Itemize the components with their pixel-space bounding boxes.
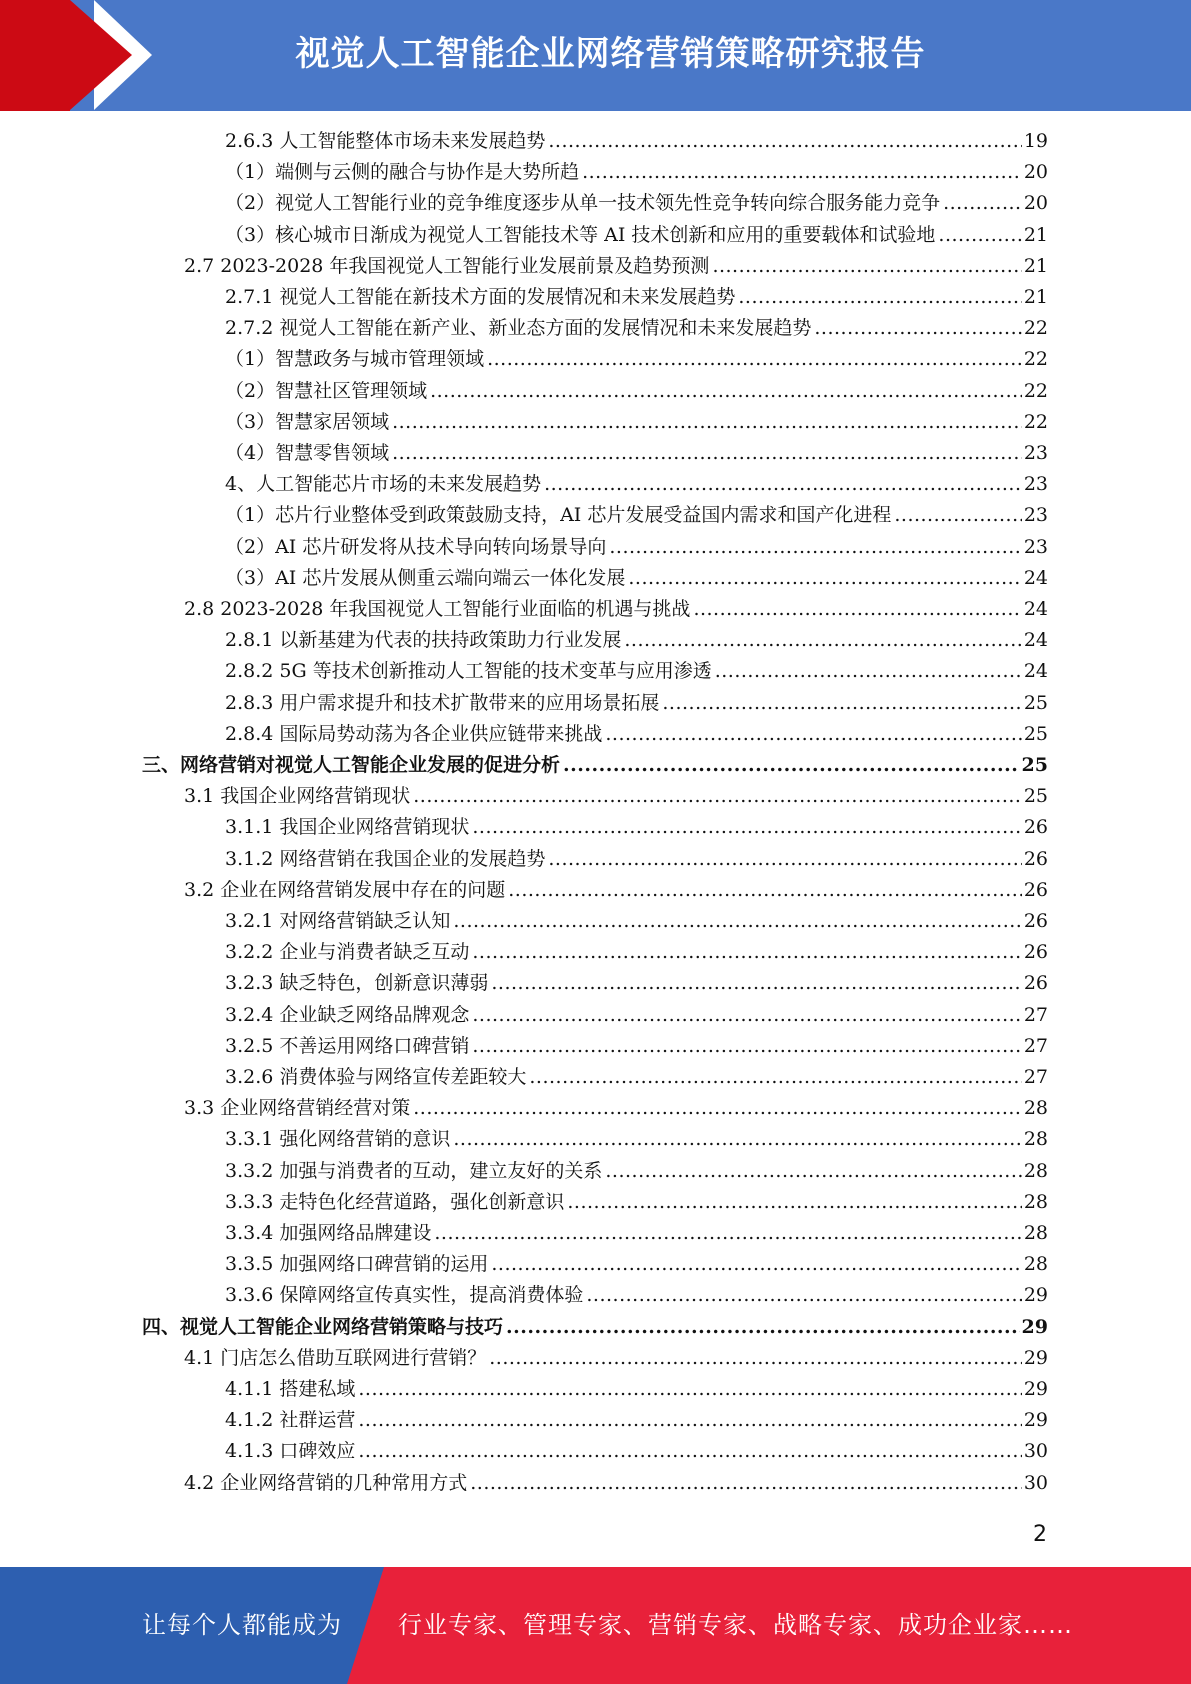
- toc-entry[interactable]: [225, 625, 1048, 656]
- toc-entry[interactable]: [225, 719, 1048, 750]
- toc-entry[interactable]: [225, 1062, 1048, 1093]
- toc-entry[interactable]: [225, 1374, 1048, 1405]
- toc-dot-leader: [894, 500, 1021, 531]
- toc-entry-title: 2.8.1 以新基建为代表的扶持政策助力行业发展: [225, 629, 622, 652]
- toc-entry-title: 4.1.3 口碑效应: [225, 1440, 356, 1463]
- toc-entry[interactable]: [225, 1249, 1048, 1280]
- toc-entry-page: 26: [1023, 910, 1048, 932]
- toc-dot-leader: [605, 1156, 1021, 1187]
- toc-entry[interactable]: [184, 594, 1048, 625]
- toc-entry-title: （3）智慧家居领域: [225, 410, 390, 433]
- toc-entry-title: （1）智慧政务与城市管理领域: [225, 348, 485, 371]
- toc-entry-page: 20: [1023, 192, 1048, 215]
- toc-entry[interactable]: [225, 1187, 1048, 1218]
- toc-entry-page: 28: [1023, 1253, 1048, 1276]
- toc-entry-title: 3.3.2 加强与消费者的互动，建立友好的关系: [225, 1159, 603, 1182]
- toc-entry-title: 3.2 企业在网络营销发展中存在的问题: [184, 878, 506, 901]
- toc-dot-leader: [491, 968, 1021, 999]
- toc-dot-leader: [693, 594, 1021, 625]
- toc-entry-page: 28: [1023, 1190, 1048, 1213]
- toc-entry-title: 3.2.1 对网络营销缺乏认知: [225, 910, 451, 932]
- toc-dot-leader: [491, 1249, 1021, 1280]
- toc-dot-leader: [567, 1187, 1021, 1218]
- toc-dot-leader: [392, 407, 1022, 438]
- toc-dot-leader: [548, 844, 1021, 875]
- toc-dot-leader: [453, 906, 1021, 937]
- toc-entry-page: 23: [1023, 473, 1048, 496]
- toc-dot-leader: [586, 1280, 1021, 1311]
- toc-entry-title: （2）视觉人工智能行业的竞争维度逐步从单一技术领先性竞争转向综合服务能力竞争: [225, 192, 941, 215]
- toc-entry-page: 24: [1023, 566, 1048, 589]
- toc-entry[interactable]: [225, 157, 1048, 188]
- toc-entry[interactable]: [225, 407, 1048, 438]
- toc-dot-leader: [715, 656, 1022, 687]
- toc-entry-title: 2.8.3 用户需求提升和技术扩散带来的应用场景拓展: [225, 691, 660, 714]
- toc-entry[interactable]: [225, 500, 1048, 531]
- toc-entry[interactable]: [225, 563, 1048, 594]
- toc-dot-leader: [472, 1031, 1021, 1062]
- header-arrow-red: [70, 0, 132, 110]
- toc-entry-page: 29: [1021, 1315, 1048, 1338]
- toc-dot-leader: [609, 532, 1021, 563]
- toc-entry-page: 26: [1023, 972, 1048, 995]
- toc-entry[interactable]: [184, 875, 1048, 906]
- page-header: [0, 0, 1191, 111]
- toc-dot-leader: [392, 438, 1022, 469]
- toc-entry-page: 24: [1023, 660, 1048, 683]
- toc-entry-title: 4、人工智能芯片市场的未来发展趋势: [225, 473, 542, 496]
- toc-entry[interactable]: [225, 438, 1048, 469]
- toc-entry-title: 3.2.3 缺乏特色，创新意识薄弱: [225, 972, 489, 995]
- toc-dot-leader: [548, 126, 1021, 157]
- toc-entry[interactable]: [184, 251, 1048, 282]
- toc-dot-leader: [712, 251, 1021, 282]
- toc-entry-title: 3.2.6 消费体验与网络宣传差距较大: [225, 1066, 527, 1088]
- toc-entry-title: 2.7.1 视觉人工智能在新技术方面的发展情况和未来发展趋势: [225, 286, 736, 308]
- toc-entry[interactable]: [225, 126, 1048, 157]
- toc-entry-page: 30: [1023, 1440, 1048, 1463]
- toc-entry-title: 4.2 企业网络营销的几种常用方式: [184, 1471, 468, 1494]
- toc-entry[interactable]: [225, 937, 1048, 968]
- toc-entry-page: 30: [1023, 1471, 1048, 1494]
- toc-entry-title: 3.2.2 企业与消费者缺乏互动: [225, 941, 470, 964]
- toc-entry[interactable]: [225, 313, 1048, 344]
- toc-entry-page: 29: [1023, 1409, 1048, 1432]
- toc-entry-page: 22: [1023, 317, 1048, 340]
- toc-entry-page: 24: [1023, 629, 1048, 652]
- toc-dot-leader: [470, 1468, 1022, 1499]
- toc-entry-page: 29: [1023, 1284, 1048, 1307]
- toc-dot-leader: [624, 625, 1021, 656]
- toc-entry-page: 25: [1023, 722, 1048, 745]
- toc-dot-leader: [430, 376, 1022, 407]
- toc-entry[interactable]: [225, 376, 1048, 407]
- toc-dot-leader: [358, 1405, 1021, 1436]
- toc-entry[interactable]: [225, 1218, 1048, 1249]
- toc-entry-title: （3）AI 芯片发展从侧重云端向端云一体化发展: [225, 566, 626, 589]
- toc-entry-page: 23: [1023, 442, 1048, 464]
- toc-entry-page: 29: [1023, 1378, 1048, 1400]
- toc-entry-title: 4.1 门店怎么借助互联网进行营销？: [184, 1346, 487, 1369]
- toc-entry-page: 24: [1023, 598, 1048, 620]
- toc-entry[interactable]: [225, 532, 1048, 563]
- toc-entry-title: 2.6.3 人工智能整体市场未来发展趋势: [225, 130, 546, 152]
- toc-entry-page: 28: [1023, 1222, 1048, 1244]
- toc-entry-title: （2）智慧社区管理领域: [225, 379, 428, 402]
- toc-entry-title: 3.2.4 企业缺乏网络品牌观念: [225, 1003, 470, 1026]
- toc-entry-page: 26: [1023, 878, 1048, 901]
- toc-entry[interactable]: [225, 688, 1048, 719]
- toc-entry-page: 23: [1023, 504, 1048, 527]
- toc-entry[interactable]: [225, 656, 1048, 687]
- toc-dot-leader: [605, 719, 1021, 750]
- toc-entry-title: 3.1.2 网络营销在我国企业的发展趋势: [225, 847, 546, 870]
- toc-entry[interactable]: [225, 1000, 1048, 1031]
- toc-entry-title: 3.3.1 强化网络营销的意识: [225, 1128, 451, 1151]
- toc-entry[interactable]: [225, 469, 1048, 500]
- toc-entry[interactable]: [184, 781, 1048, 812]
- toc-entry-page: 25: [1023, 691, 1048, 714]
- toc-entry-page: 21: [1023, 286, 1048, 308]
- toc-dot-leader: [814, 313, 1021, 344]
- toc-entry[interactable]: [142, 750, 1048, 781]
- toc-entry-page: 25: [1023, 785, 1048, 808]
- toc-dot-leader: [508, 875, 1022, 906]
- toc-dot-leader: [487, 344, 1022, 375]
- toc-entry-page: 27: [1023, 1066, 1048, 1088]
- toc-entry-title: （3）核心城市日渐成为视觉人工智能技术等 AI 技术创新和应用的重要载体和试验地: [225, 223, 936, 246]
- toc-entry[interactable]: [225, 344, 1048, 375]
- toc-entry[interactable]: [184, 1093, 1048, 1124]
- toc-entry[interactable]: [225, 1436, 1048, 1467]
- toc-dot-leader: [529, 1062, 1021, 1093]
- toc-entry-page: 26: [1023, 847, 1048, 870]
- footer-slogan-left: 让每个人都能成为: [142, 1611, 342, 1639]
- toc-entry[interactable]: [225, 812, 1048, 843]
- toc-dot-leader: [472, 1000, 1021, 1031]
- page-footer: [0, 1567, 1191, 1684]
- toc-entry[interactable]: [225, 844, 1048, 875]
- toc-dot-leader: [943, 188, 1022, 219]
- toc-dot-leader: [358, 1374, 1021, 1405]
- toc-entry-page: 21: [1023, 223, 1048, 246]
- header-red-block: [0, 0, 70, 111]
- toc-entry-title: （1）端侧与云侧的融合与协作是大势所趋: [225, 161, 580, 184]
- toc-entry[interactable]: [225, 906, 1048, 937]
- toc-entry-title: 2.7 2023-2028 年我国视觉人工智能行业发展前景及趋势预测: [184, 254, 710, 277]
- toc-entry-title: 2.8.2 5G 等技术创新推动人工智能的技术变革与应用渗透: [225, 660, 712, 683]
- toc-entry[interactable]: [225, 1405, 1048, 1436]
- toc-entry-page: 26: [1023, 816, 1048, 839]
- toc-entry-page: 19: [1023, 130, 1048, 152]
- toc-entry-page: 22: [1023, 410, 1048, 433]
- toc-entry-page: 28: [1023, 1128, 1048, 1151]
- toc-entry-title: （1）芯片行业整体受到政策鼓励支持，AI 芯片发展受益国内需求和国产化进程: [225, 504, 892, 527]
- toc-entry-page: 27: [1023, 1034, 1048, 1057]
- toc-entry-title: 2.8 2023-2028 年我国视觉人工智能行业面临的机遇与挑战: [184, 598, 691, 620]
- toc-entry[interactable]: [225, 1124, 1048, 1155]
- toc-entry-page: 25: [1021, 754, 1048, 776]
- toc-entry[interactable]: [225, 188, 1048, 219]
- toc-entry-title: 4.1.2 社群运营: [225, 1409, 356, 1432]
- toc-entry[interactable]: [184, 1468, 1048, 1499]
- toc-entry[interactable]: [184, 1343, 1048, 1374]
- toc-entry[interactable]: [225, 220, 1048, 251]
- toc-entry-page: 20: [1023, 161, 1048, 184]
- toc-entry-title: 三、网络营销对视觉人工智能企业发展的促进分析: [142, 754, 561, 776]
- toc-entry-page: 26: [1023, 941, 1048, 964]
- toc-entry-title: 3.3.4 加强网络品牌建设: [225, 1222, 432, 1244]
- toc-entry[interactable]: [225, 282, 1048, 313]
- toc-entry-title: （2）AI 芯片研发将从技术导向转向场景导向: [225, 535, 607, 558]
- toc-entry-page: 29: [1023, 1346, 1048, 1369]
- toc-entry-title: 3.3.5 加强网络口碑营销的运用: [225, 1253, 489, 1276]
- toc-dot-leader: [472, 812, 1021, 843]
- toc-entry-title: 3.2.5 不善运用网络口碑营销: [225, 1034, 470, 1057]
- toc-entry[interactable]: [142, 1312, 1048, 1343]
- report-title: 视觉人工智能企业网络营销策略研究报告: [295, 34, 926, 74]
- toc-entry-title: （4）智慧零售领域: [225, 442, 390, 464]
- toc-dot-leader: [563, 750, 1020, 781]
- toc-entry-page: 28: [1023, 1159, 1048, 1182]
- toc-entry-page: 22: [1023, 379, 1048, 402]
- toc-entry[interactable]: [225, 1280, 1048, 1311]
- toc-entry-title: 2.7.2 视觉人工智能在新产业、新业态方面的发展情况和未来发展趋势: [225, 317, 812, 340]
- toc-entry[interactable]: [225, 968, 1048, 999]
- toc-entry-page: 27: [1023, 1003, 1048, 1026]
- toc-entry[interactable]: [225, 1156, 1048, 1187]
- toc-entry-title: 四、视觉人工智能企业网络营销策略与技巧: [142, 1315, 504, 1338]
- toc-dot-leader: [628, 563, 1021, 594]
- toc-dot-leader: [938, 220, 1021, 251]
- toc-entry-title: 2.8.4 国际局势动荡为各企业供应链带来挑战: [225, 722, 603, 745]
- toc-entry-title: 4.1.1 搭建私域: [225, 1378, 356, 1400]
- toc-entry-title: 3.3 企业网络营销经营对策: [184, 1097, 411, 1120]
- toc-dot-leader: [544, 469, 1022, 500]
- page-number: 2: [1033, 1522, 1047, 1547]
- toc-dot-leader: [413, 1093, 1022, 1124]
- toc-entry-title: 3.3.6 保障网络宣传真实性，提高消费体验: [225, 1284, 584, 1307]
- toc-entry-page: 23: [1023, 535, 1048, 558]
- toc-entry-page: 28: [1023, 1097, 1048, 1120]
- toc-dot-leader: [738, 282, 1021, 313]
- toc-dot-leader: [582, 157, 1022, 188]
- toc-dot-leader: [489, 1343, 1022, 1374]
- toc-dot-leader: [506, 1312, 1020, 1343]
- toc-dot-leader: [413, 781, 1022, 812]
- footer-slogan-right: 行业专家、管理专家、营销专家、战略专家、成功企业家……: [398, 1611, 1073, 1639]
- toc-entry-title: 3.3.3 走特色化经营道路，强化创新意识: [225, 1190, 565, 1213]
- toc-entry-title: 3.1 我国企业网络营销现状: [184, 785, 411, 808]
- toc-entry-page: 21: [1023, 254, 1048, 277]
- toc-entry[interactable]: [225, 1031, 1048, 1062]
- toc-entry-page: 22: [1023, 348, 1048, 371]
- toc-dot-leader: [662, 688, 1021, 719]
- toc-dot-leader: [453, 1124, 1021, 1155]
- toc-dot-leader: [358, 1436, 1021, 1467]
- toc-dot-leader: [434, 1218, 1021, 1249]
- toc-dot-leader: [472, 937, 1021, 968]
- toc-entry-title: 3.1.1 我国企业网络营销现状: [225, 816, 470, 839]
